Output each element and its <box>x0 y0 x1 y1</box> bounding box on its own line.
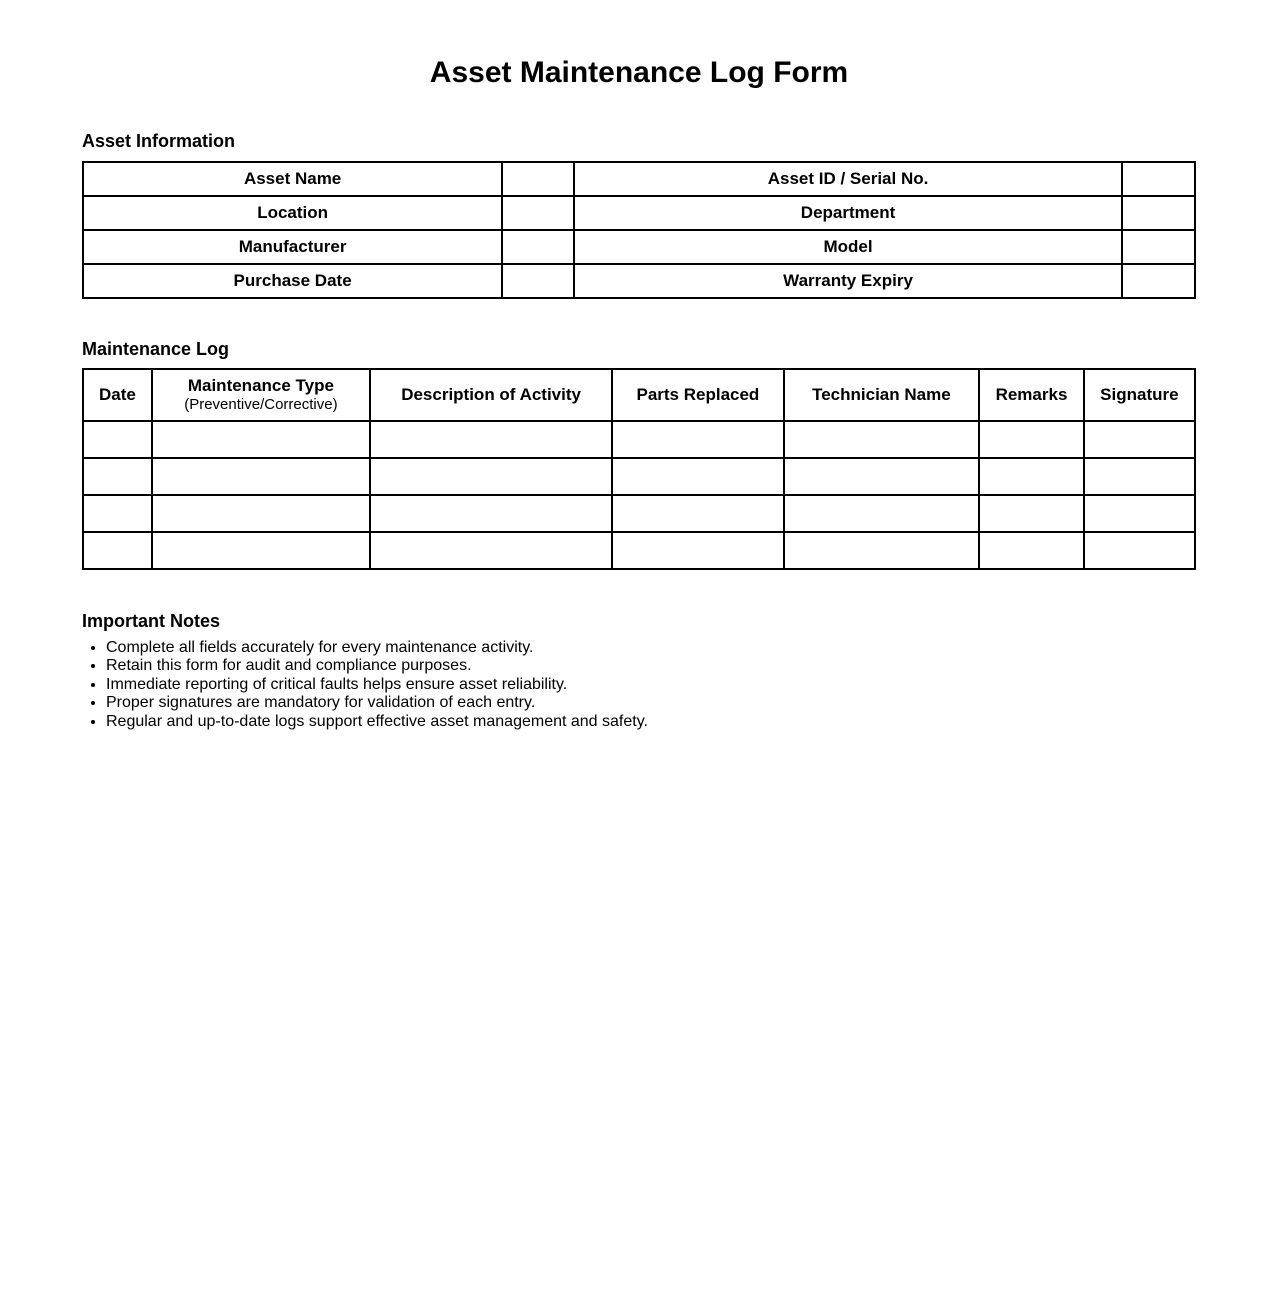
log-cell[interactable] <box>784 495 980 532</box>
purchase-date-label: Purchase Date <box>83 264 502 298</box>
log-cell[interactable] <box>612 421 783 458</box>
log-cell[interactable] <box>1084 421 1195 458</box>
col-header-maintenance-type <box>152 369 370 421</box>
purchase-date-value-cell[interactable] <box>502 264 574 298</box>
col-header-description-of-activity <box>370 369 612 421</box>
model-value-cell[interactable] <box>1122 230 1195 264</box>
log-cell[interactable] <box>152 421 370 458</box>
col-header-label: Maintenance Type <box>187 376 334 395</box>
manufacturer-value-cell[interactable] <box>502 230 574 264</box>
note-item: • Proper signatures are mandatory for validation of each entry. <box>106 694 1196 712</box>
model-label: Model <box>574 230 1121 264</box>
log-entry-row <box>83 532 1195 569</box>
location-label: Location <box>83 196 502 230</box>
col-header-label: Description of Activity <box>401 385 581 404</box>
col-header-label: Remarks <box>995 385 1068 404</box>
log-cell[interactable] <box>83 495 152 532</box>
log-cell[interactable] <box>1084 532 1195 569</box>
log-cell[interactable] <box>784 458 980 495</box>
log-cell[interactable] <box>370 421 612 458</box>
location-value-cell[interactable] <box>502 196 574 230</box>
note-item: • Retain this form for audit and compliance purposes. <box>106 657 1196 675</box>
asset-information-table <box>82 161 1196 299</box>
warranty-expiry-label: Warranty Expiry <box>574 264 1121 298</box>
log-cell[interactable] <box>612 495 783 532</box>
log-cell[interactable] <box>979 421 1084 458</box>
maintenance-log-table <box>82 368 1196 570</box>
log-cell[interactable] <box>83 532 152 569</box>
asset-info-row <box>83 196 1195 230</box>
log-entry-row <box>83 421 1195 458</box>
asset-id-serial-value-cell[interactable] <box>1122 162 1195 196</box>
log-cell[interactable] <box>979 532 1084 569</box>
section-heading-maintenance-log: Maintenance Log <box>82 339 230 359</box>
log-cell[interactable] <box>152 495 370 532</box>
note-item: • Immediate reporting of critical faults helps ensure asset reliability. <box>106 676 1196 694</box>
asset-info-row <box>83 230 1195 264</box>
asset-name-value-cell[interactable] <box>502 162 574 196</box>
log-cell[interactable] <box>979 458 1084 495</box>
notes-list <box>82 639 1196 731</box>
asset-info-row <box>83 162 1195 196</box>
col-header-label: Parts Replaced <box>636 385 760 404</box>
log-cell[interactable] <box>1084 458 1195 495</box>
col-header-technician-name <box>784 369 980 421</box>
log-cell[interactable] <box>979 495 1084 532</box>
log-header-row <box>83 369 1195 421</box>
log-cell[interactable] <box>83 421 152 458</box>
col-header-signature <box>1084 369 1195 421</box>
log-cell[interactable] <box>152 458 370 495</box>
col-header-label: Signature <box>1100 385 1179 404</box>
log-cell[interactable] <box>612 532 783 569</box>
log-entry-row <box>83 495 1195 532</box>
log-cell[interactable] <box>784 532 980 569</box>
log-cell[interactable] <box>370 495 612 532</box>
log-cell[interactable] <box>83 458 152 495</box>
log-cell[interactable] <box>152 532 370 569</box>
page-title: Asset Maintenance Log Form <box>429 56 849 89</box>
log-entry-row <box>83 458 1195 495</box>
col-header-date <box>83 369 152 421</box>
section-heading-asset-information: Asset Information <box>82 131 236 151</box>
page-content <box>82 131 1196 731</box>
col-header-sublabel: (Preventive/Corrective) <box>184 396 338 413</box>
asset-name-label: Asset Name <box>83 162 502 196</box>
log-cell[interactable] <box>612 458 783 495</box>
department-value-cell[interactable] <box>1122 196 1195 230</box>
note-item: • Regular and up-to-date logs support effective asset management and safety. <box>106 713 1196 731</box>
col-header-remarks <box>979 369 1084 421</box>
manufacturer-label: Manufacturer <box>83 230 502 264</box>
col-header-label: Technician Name <box>812 385 951 404</box>
col-header-parts-replaced <box>612 369 783 421</box>
log-cell[interactable] <box>370 458 612 495</box>
log-cell[interactable] <box>370 532 612 569</box>
note-item: • Complete all fields accurately for every maintenance activity. <box>106 639 1196 657</box>
log-cell[interactable] <box>784 421 980 458</box>
department-label: Department <box>574 196 1121 230</box>
col-header-label: Date <box>99 385 136 404</box>
log-cell[interactable] <box>1084 495 1195 532</box>
warranty-expiry-value-cell[interactable] <box>1122 264 1195 298</box>
section-heading-important-notes: Important Notes <box>82 611 221 631</box>
asset-id-serial-label: Asset ID / Serial No. <box>574 162 1121 196</box>
asset-info-row <box>83 264 1195 298</box>
